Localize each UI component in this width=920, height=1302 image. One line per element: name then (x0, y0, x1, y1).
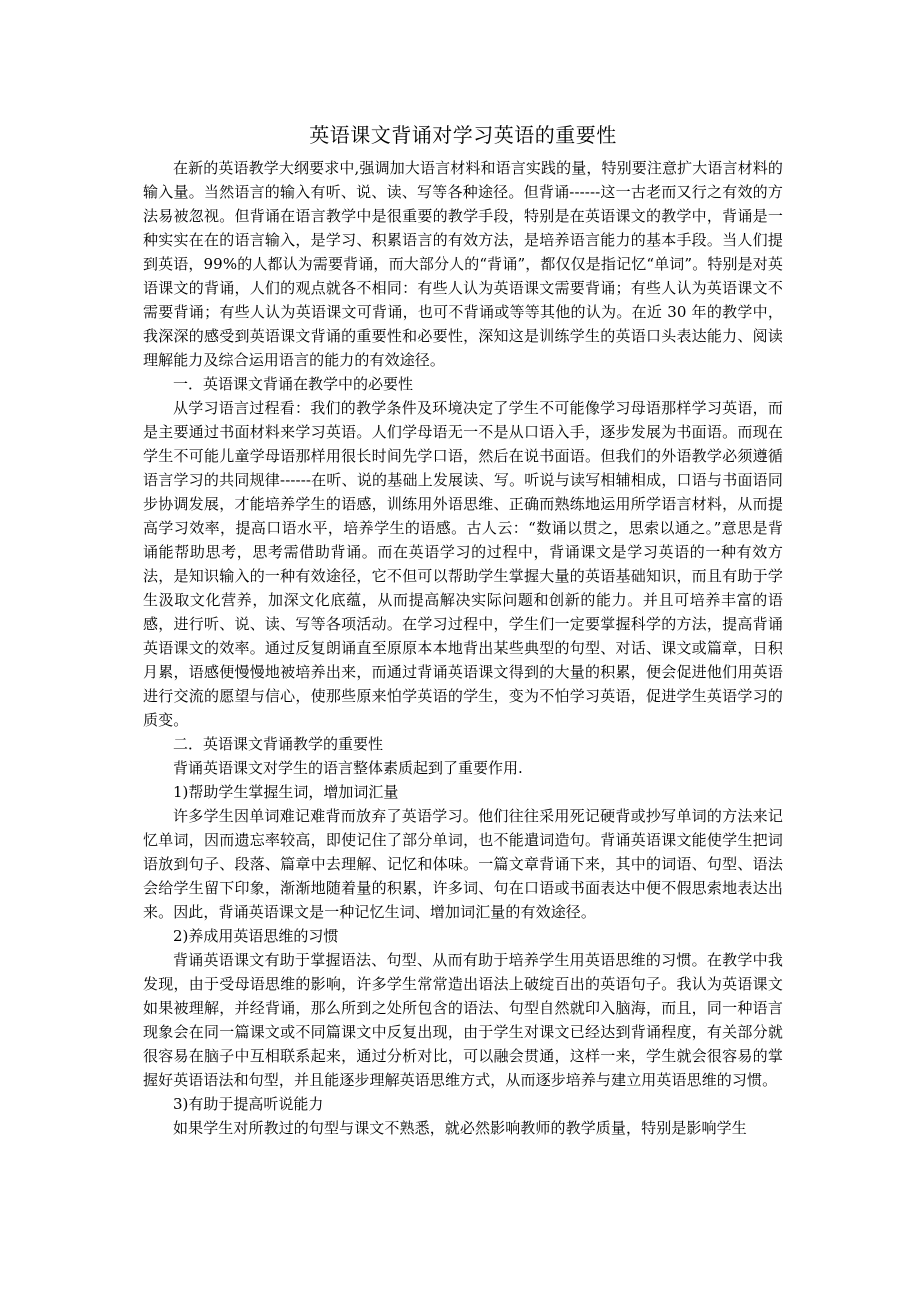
document-title: 英语课文背诵对学习英语的重要性 (309, 123, 617, 147)
document-page (143, 120, 783, 1140)
subheading-3: 3)有助于提高听说能力 (173, 1095, 324, 1113)
paragraph-listening: 如果学生对所教过的句型与课文不熟悉，就必然影响教师的教学质量，特别是影响学生 (173, 1119, 747, 1137)
section-heading-2: 二．英语课文背诵教学的重要性 (173, 735, 384, 753)
section-lead-sentence: 背诵英语课文对学生的语言整体素质起到了重要作用. (173, 759, 523, 777)
section-heading-1: 一．英语课文背诵在教学中的必要性 (173, 375, 414, 393)
subheading-2: 2)养成用英语思维的习惯 (173, 927, 339, 945)
paragraph-thinking: 背诵英语课文有助于掌握语法、句型、从而有助于培养学生用英语思维的习惯。在教学中我发现，由于受母语思维的影响，许多学生常常造出语法上破绽百出的英语句子。我认为英语课文如果被理解，并经背诵，那么所到之处所包含的语法、句型自然就印入脑海，而且，同一种语言现象会在同一篇课文或不同篇课文中反复出现，由于学生对课文已经达到背诵程度，有关部分就很容易在脑子中互相联系起来，通过分析对比，可以融会贯通，这样一来，学生就会很容易的掌握好英语语法和句型，并且能逐步理解英语思维方式，从而逐步培养与建立用英语思维的习惯。 (143, 951, 783, 1089)
document-body (143, 156, 783, 1140)
subheading-1: 1)帮助学生掌握生词，增加词汇量 (173, 783, 399, 801)
paragraph-necessity: 从学习语言过程看：我们的教学条件及环境决定了学生不可能像学习母语那样学习英语，而是主要通过书面材料来学习英语。人们学母语无一不是从口语入手，逐步发展为书面语。而现在学生不可能儿童学母语那样用很长时间先学口语，然后在说书面语。但我们的外语教学必须遵循语言学习的共同规律------在听、说的基础上发展读、写。听说与读写相辅相成，口语与书面语同步协调发展，才能培养学生的语感，训练用外语思维、正确而熟练地运用所学语言材料，从而提高学习效率，提高口语水平，培养学生的语感。古人云：“数诵以贯之，思索以通之。”意思是背诵能帮助思考，思考需借助背诵。而在英语学习的过程中，背诵课文是学习英语的一种有效方法，是知识输入的一种有效途径，它不但可以帮助学生掌握大量的英语基础知识，而且有助于学生汲取文化营养，加深文化底蕴，从而提高解决实际问题和创新的能力。并且可培养丰富的语感，进行听、说、读、写等各项活动。在学习过程中，学生们一定要掌握科学的方法，提高背诵英语课文的效率。通过反复朗诵直至原原本本地背出某些典型的句型、对话、课文或篇章，日积月累，语感便慢慢地被培养出来，而通过背诵英语课文得到的大量的积累，便会促进他们用英语进行交流的愿望与信心，使那些原来怕学英语的学生，变为不怕学习英语，促进学生英语学习的质变。 (143, 399, 783, 729)
paragraph-vocabulary: 许多学生因单词难记难背而放弃了英语学习。他们往往采用死记硬背或抄写单词的方法来记忆单词，因而遗忘率较高，即使记住了部分单词，也不能遣词造句。背诵英语课文能使学生把词语放到句子、段落、篇章中去理解、记忆和体味。一篇文章背诵下来，其中的词语、句型、语法会给学生留下印象，渐渐地随着量的积累，许多词、句在口语或书面表达中便不假思索地表达出来。因此，背诵英语课文是一种记忆生词、增加词汇量的有效途径。 (143, 807, 783, 921)
paragraph-intro: 在新的英语教学大纲要求中,强调加大语言材料和语言实践的量，特别要注意扩大语言材料的输入量。当然语言的输入有听、说、读、写等各种途径。但背诵------这一古老而又行之有效的方法易被忽视。但背诵在语言教学中是很重要的教学手段，特别是在英语课文的教学中，背诵是一种实实在在的语言输入，是学习、积累语言的有效方法，是培养语言能力的基本手段。当人们提到英语，99%的人都认为需要背诵，而大部分人的“背诵”，都仅仅是指记忆“单词”。特别是对英语课文的背诵，人们的观点就各不相同：有些人认为英语课文需要背诵；有些人认为英语课文不需要背诵；有些人认为英语课文可背诵，也可不背诵或等等其他的认为。在近 30 年的教学中，我深深的感受到英语课文背诵的重要性和必要性，深知这是训练学生的英语口头表达能力、阅读理解能力及综合运用语言的能力的有效途径。 (143, 159, 783, 369)
